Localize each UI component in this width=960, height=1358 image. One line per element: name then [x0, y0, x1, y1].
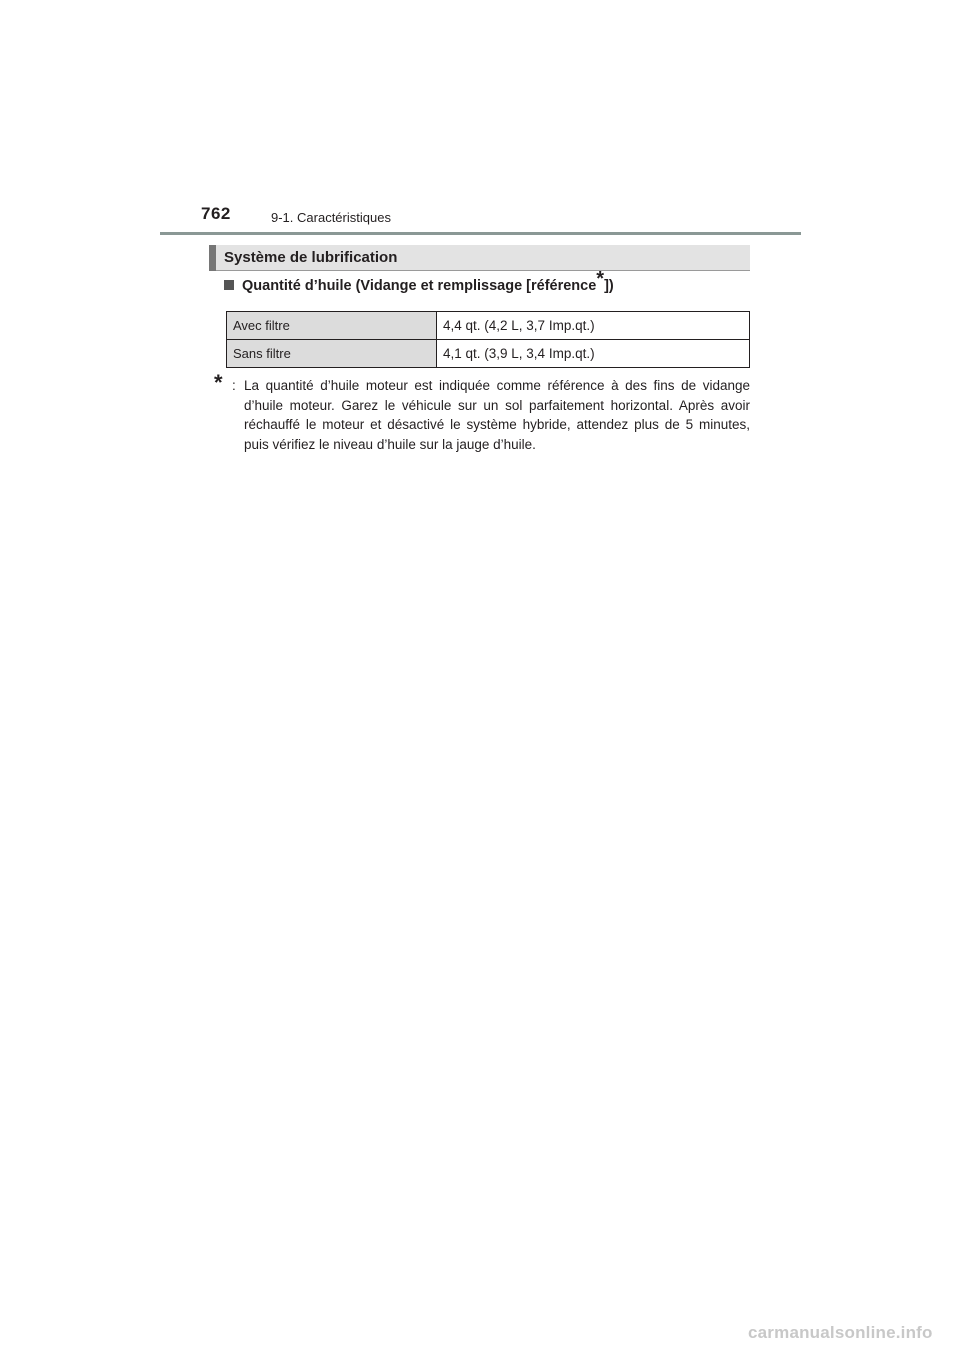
footnote — [214, 370, 750, 454]
square-bullet-icon — [224, 280, 234, 290]
watermark: carmanualsonline.info — [748, 1323, 933, 1342]
table-label-cell: Sans filtre — [227, 340, 437, 368]
table-value-cell: 4,4 qt. (4,2 L, 3,7 Imp.qt.) — [437, 312, 750, 340]
header-divider — [160, 232, 801, 235]
subsection-title-end: ]) — [604, 278, 614, 294]
footnote-marker: * — [214, 370, 223, 395]
footnote-text-block — [232, 376, 750, 454]
table-value-cell: 4,1 qt. (3,9 L, 3,4 Imp.qt.) — [437, 340, 750, 368]
table-label-cell: Avec filtre — [227, 312, 437, 340]
subsection-heading — [224, 268, 614, 294]
page-number: 762 — [201, 204, 231, 223]
table-row — [227, 340, 750, 368]
chapter-title: 9-1. Caractéristiques — [271, 210, 391, 225]
table-row — [227, 312, 750, 340]
subsection-title: Quantité d’huile (Vidange et remplissage [référence — [242, 278, 597, 294]
section-heading-bar — [209, 245, 750, 271]
footnote-reference-marker: * — [596, 268, 605, 290]
section-accent-bar — [209, 245, 216, 271]
section-title: Système de lubrification — [224, 249, 398, 266]
footnote-text: La quantité d’huile moteur est indiquée comme référence à des fins de vidange d’huile moteur. Garez le véhicule sur un sol parfaitement horizontal. Après avoir réchauffé le moteur et désactivé le système hybride, attendez plus de 5 minutes, puis vérifiez le niveau d’huile sur la jauge d’huile. — [244, 378, 750, 452]
oil-capacity-table — [226, 311, 750, 368]
footnote-colon: : — [232, 378, 236, 393]
